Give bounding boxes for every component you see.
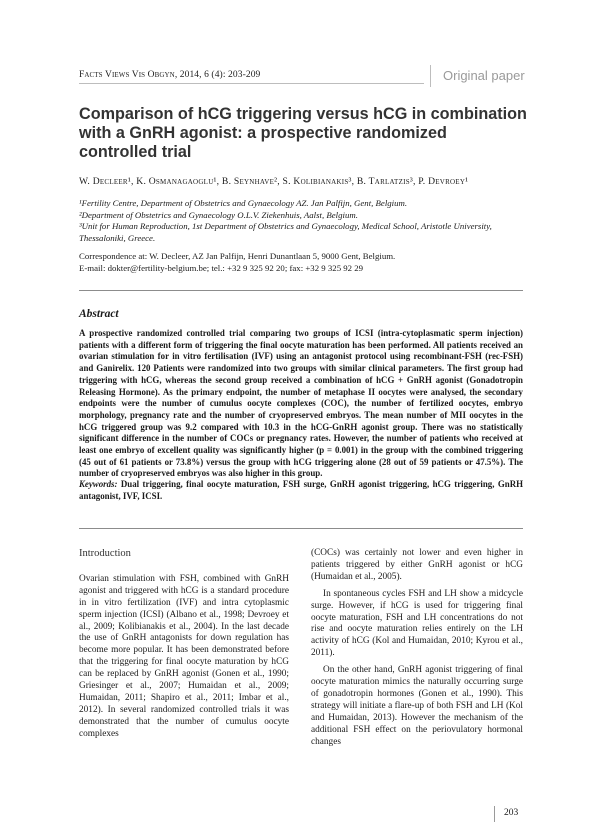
affiliation-3-cont: Thessaloniki, Greece. (79, 232, 156, 243)
body-paragraph: (COCs) was certainly not lower and even higher in patients triggered by either GnRH agonist or hCG (Humaidan et al., 2005). (311, 548, 523, 582)
affiliations (79, 198, 529, 244)
author-list: W. Decleer¹, K. Osmanagaoglu¹, B. Seynhave², S. Kolibianakis³, B. Tarlatzis³, P. Devroey¹ (79, 176, 469, 187)
abstract-bottom-rule (79, 528, 523, 529)
page-number: 203 (504, 808, 519, 818)
correspondence-contact: E-mail: dokter@fertility-belgium.be; tel.: +32 9 325 92 20; fax: +32 9 325 92 29 (79, 262, 364, 273)
keywords-label: Keywords: (79, 479, 118, 489)
abstract-text: A prospective randomized controlled trial comparing two groups of ICSI (intra-cytoplasmatic sperm injection) patients with a different form of triggering the final oocyte maturation has been performed. All patients received an ovarian stimulation for in vitro fertilisation (IVF) using an antagonist protocol using recombinant-FSH (rec-FSH) and Ganirelix. 120 Patients were randomized into two groups with similar clinical parameters. The first group had triggering with hCG, whereas the second group received a combination of hCG + GnRH agonist (Gonadotropin Releasing Hormone). As the primary endpoint, the number of metaphase II oocytes were analysed, the secondary endpoints were the number of cumulus oocyte complexes (COC), the number of fertilized oocytes, embryo morphology, pregnancy rate and the number of cryopreserved embryos. The mean number of MII oocytes in the hCG triggered group was 9.2 compared with 10.3 in the hCG-GnRH agonist group. There was no statistically significant difference in the number of COCs or pregnancy rates. However, the number of patients who received at least one embryo of excellent quality was significantly higher (p = 0.001) in the group with the combined triggering (45 out of 61 patients or 73.8%) versus the group with hCG triggering alone (28 out of 59 patients or 47.5%). The number of cryopreserved embryos was also higher in this group. (79, 328, 523, 479)
body-column-right (311, 548, 523, 754)
keywords-text: Dual triggering, final oocyte maturation, FSH surge, GnRH agonist triggering, hCG triggering, GnRH antagonist, IVF, ICSI. (79, 479, 524, 501)
body-paragraph: Ovarian stimulation with FSH, combined with GnRH agonist and triggered with hCG is a standard procedure in in vitro fertilization (IVF) and intra cytoplasmic sperm injection (ICSI) (Albano et al., 1998; Devroey et al., 2009; Kolibianakis et al., 2004). In the last decade the use of GnRH antagonists for down regulation has become more popular. It has been demonstrated before that the triggering for final oocyte maturation by hCG can be replaced by GnRH agonist (Gonen et al., 1990; Griesinger et al., 2007; Humaidan et al., 2009; Humaidan, 2011; Shapiro et al., 2011; Imbar et al., 2012). In several randomized controlled trials it was demonstrated that the number of cumulus oocyte complexes (79, 573, 289, 739)
body-paragraph: In spontaneous cycles FSH and LH show a midcycle surge. However, if hCG is used for triggering final oocyte maturation, FSH and LH concentrations do not rise and oocyte maturation relies entirely on the LH activity of hCG (Kol and Humaidan, 2010; Kyrou et al., 2011). (311, 588, 523, 659)
journal-issue: , 2014, 6 (4): 203-209 (174, 70, 261, 80)
body-paragraph: On the other hand, GnRH agonist triggering of final oocyte maturation mimics the naturally occurring surge of gonadotropin hormones (Gonen et al., 1990). This strategy will initiate a flare-up of both FSH and LH (Kol and Humaidan, 2013). However the mechanism of the additional FSH effect on the periovulatory hormonal changes (311, 665, 523, 747)
page-number-rule (494, 806, 495, 822)
article-title: Comparison of hCG triggering versus hCG in combination with a GnRH agonist: a prospective randomized controlled trial (79, 105, 527, 161)
abstract-top-rule (79, 290, 523, 291)
affiliation-3: ³Unit for Human Reproduction, 1st Department of Obstetrics and Gynaecology, Medical School, Aristotle University, (79, 221, 492, 232)
affiliation-2: ²Department of Obstetrics and Gynaecology O.L.V. Ziekenhuis, Aalst, Belgium. (79, 209, 358, 220)
header-rule (79, 83, 424, 84)
journal-citation (79, 70, 260, 80)
body-column-left (79, 548, 289, 746)
journal-name: Facts Views Vis Obgyn (79, 70, 175, 80)
abstract-heading: Abstract (79, 308, 119, 320)
introduction-heading: Introduction (79, 548, 131, 559)
article-type-badge (430, 65, 526, 87)
keywords (79, 479, 523, 502)
correspondence-address: Correspondence at: W. Decleer, AZ Jan Palfijn, Henri Dunantlaan 5, 9000 Gent, Belgium. (79, 251, 396, 261)
affiliation-1: ¹Fertility Centre, Department of Obstetrics and Gynaecology AZ. Jan Palfijn, Gent, Belgium. (79, 198, 408, 208)
article-type-label: Original paper (443, 68, 525, 83)
correspondence (79, 251, 529, 274)
